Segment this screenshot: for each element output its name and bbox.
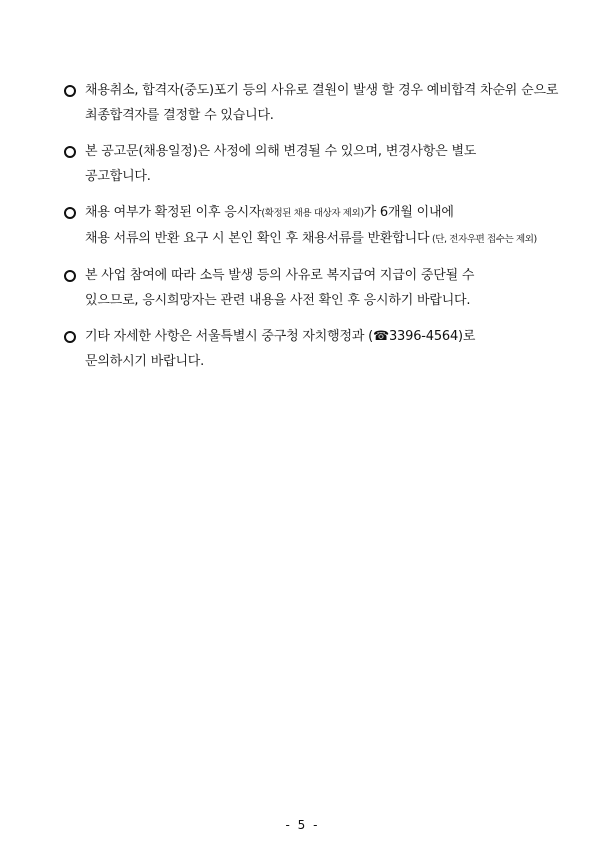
notice-text-segment: 가 6개월 이내에 [363,205,454,220]
notice-text-note: (확정된 채용 대상자 제외) [261,208,364,219]
notice-item-cancellation [60,78,560,128]
notice-text-note: (단, 전자우편 접수는 제외) [429,234,537,245]
notice-text-line: 문의하시기 바랍니다. [85,354,205,369]
circle-bullet-icon [64,207,76,219]
notice-text-segment: 채용 서류의 반환 요구 시 본인 확인 후 채용서류를 반환합니다 [85,231,430,246]
notice-text-line: 공고합니다. [85,169,151,184]
notice-text-line: 본 공고문(채용일정)은 사정에 의해 변경될 수 있으며, 변경사항은 별도 [85,144,477,159]
notice-item-contact [60,324,560,374]
notice-text-line [85,200,560,226]
notice-text-line: 본 사업 참여에 따라 소득 발생 등의 사유로 복지급여 지급이 중단될 수 [85,268,475,283]
circle-bullet-icon [64,85,76,97]
page-number: - 5 - [285,818,320,832]
notice-text-line: 채용취소, 합격자(중도)포기 등의 사유로 결원이 발생 할 경우 예비합격 차순위 순으로 [85,83,559,98]
notice-text-segment: 채용 여부가 확정된 이후 응시자 [85,205,262,220]
notice-list [60,78,560,385]
notice-item-document-return [60,200,560,252]
circle-bullet-icon [64,146,76,158]
circle-bullet-icon [64,270,76,282]
notice-item-welfare-benefit [60,263,560,313]
circle-bullet-icon [64,331,76,343]
notice-text-line: 있으므로, 응시희망자는 관련 내용을 사전 확인 후 응시하기 바랍니다. [85,293,471,308]
notice-text-line [85,226,560,252]
notice-text-line: 최종합격자를 결정할 수 있습니다. [85,108,274,123]
notice-item-schedule-change [60,139,560,189]
notice-text-line: 기타 자세한 사항은 서울특별시 중구청 자치행정과 (☎3396-4564)로 [85,329,476,344]
